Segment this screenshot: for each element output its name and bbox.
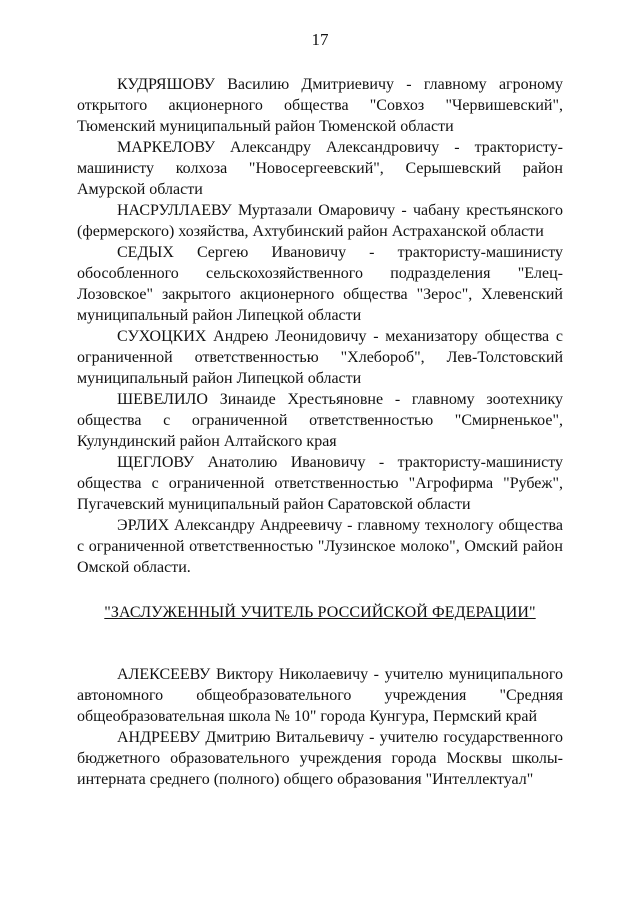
award-entry: АНДРЕЕВУ Дмитрию Витальевичу - учителю государственного бюджетного образовательного учреждения города Москвы школы-интерната среднего (полного) общего образования "Интеллектуал": [77, 729, 563, 788]
award-entry: МАРКЕЛОВУ Александру Александровичу - трактористу-машинисту колхоза "Новосергеевский", Серышевский район Амурской области: [77, 139, 563, 198]
award-entry: КУДРЯШОВУ Василию Дмитриевичу - главному агроному открытого акционерного общества "Совхоз "Червишевский", Тюменский муниципальный район Тюменской области: [77, 76, 563, 135]
award-entry: СУХОЦКИХ Андрею Леонидовичу - механизатору общества с ограниченной ответственностью "Хлебороб", Лев-Толстовский муниципальный район Липецкой области: [77, 328, 563, 387]
page-number: 17: [311, 30, 329, 49]
award-entry: АЛЕКСЕЕВУ Виктору Николаевичу - учителю муниципального автономного общеобразовательного учреждения "Средняя общеобразовательная школа № 10" города Кунгура, Пермский край: [77, 666, 563, 725]
award-entry: ЩЕГЛОВУ Анатолию Ивановичу - трактористу-машинисту общества с ограниченной ответственностью "Агрофирма "Рубеж", Пугачевский муниципальный район Саратовской области: [77, 454, 563, 513]
award-entry: НАСРУЛЛАЕВУ Муртазали Омаровичу - чабану крестьянского (фермерского) хозяйства, Ахтубинский район Астраханской области: [77, 202, 563, 240]
section-heading: "ЗАСЛУЖЕННЫЙ УЧИТЕЛЬ РОССИЙСКОЙ ФЕДЕРАЦИИ": [104, 604, 536, 621]
award-entry: СЕДЫХ Сергею Ивановичу - трактористу-машинисту обособленного сельскохозяйственного подразделения "Елец-Лозовское" закрытого акционерного общества "Зерос", Хлевенский муниципальный район Липецкой области: [77, 244, 563, 324]
award-list-teachers: [77, 664, 563, 790]
award-entry: ШЕВЕЛИЛО Зинаиде Хрестьяновне - главному зоотехнику общества с ограниченной ответственностью "Смирненькое", Кулундинский район Алтайского края: [77, 391, 563, 450]
award-entry: ЭРЛИХ Александру Андреевичу - главному технологу общества с ограниченной ответственностью "Лузинское молоко", Омский район Омской области.: [77, 517, 563, 576]
award-list-agriculture: [77, 74, 563, 578]
